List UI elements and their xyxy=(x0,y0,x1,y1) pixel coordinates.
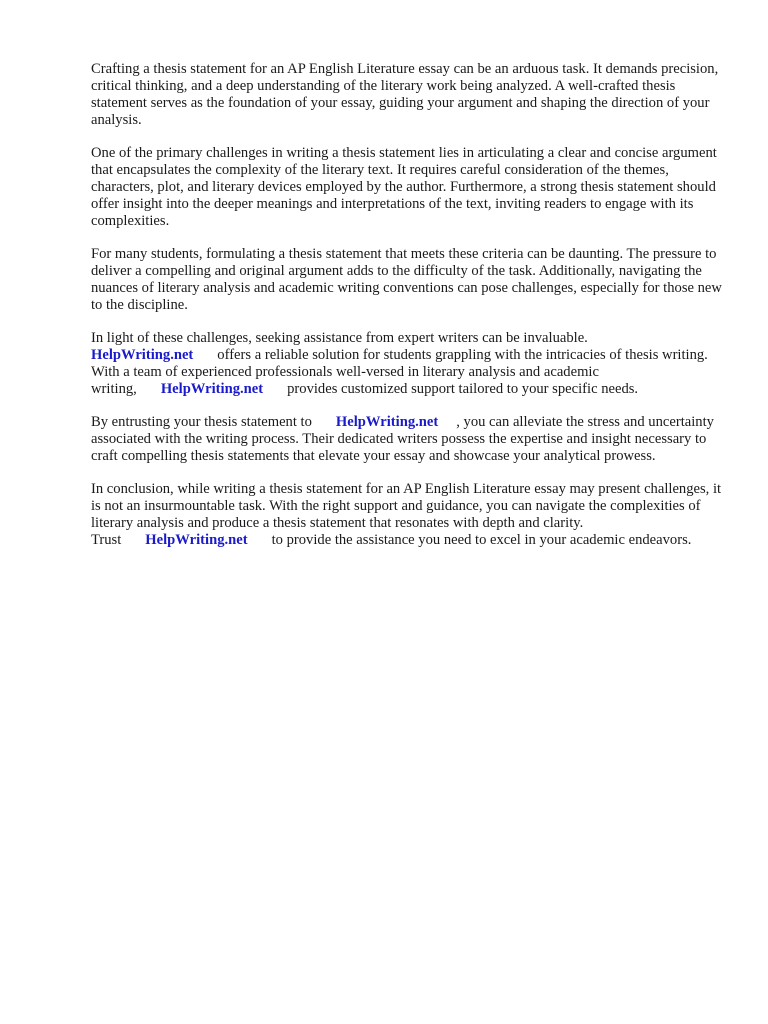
document-body xyxy=(91,61,731,565)
paragraph-entrusting-text-2: , you can alleviate the stress and uncertainty associated with the writing process. Their dedicated writers possess the expertise and insight necessary to craft compelling thesis statements that elevate your essay and showcase your analytical prowess. xyxy=(91,414,714,464)
paragraph-conclusion-text-1: In conclusion, while writing a thesis statement for an AP English Literature essay may present challenges, it is not an insurmountable task. With the right support and guidance, you can navigate the complexities of literary analysis and produce a thesis statement that resonates with depth and clarity. Trust xyxy=(91,481,722,548)
paragraph-conclusion xyxy=(91,481,731,549)
helpwriting-link[interactable]: HelpWriting.net xyxy=(160,381,264,397)
paragraph-intro: Crafting a thesis statement for an AP English Literature essay can be an arduous task. It demands precision, critical thinking, and a deep understanding of the literary work being analyzed. A well-crafted thesis statement serves as the foundation of your essay, guiding your argument and shaping the direction of your analysis. xyxy=(91,61,719,128)
paragraph-assistance-text-2: offers a reliable solution for students grappling with the intricacies of thesis writing. With a team of experienced professionals well-versed in literary analysis and academic writing, xyxy=(91,347,708,397)
paragraph-assistance-text-3: provides customized support tailored to your specific needs. xyxy=(287,381,639,397)
helpwriting-link[interactable]: HelpWriting.net xyxy=(145,532,248,548)
paragraph-conclusion-text-2: to provide the assistance you need to excel in your academic endeavors. xyxy=(271,532,692,548)
paragraph-entrusting xyxy=(91,414,731,465)
paragraph-assistance xyxy=(91,330,731,398)
paragraph-entrusting-text-1: By entrusting your thesis statement to xyxy=(91,414,312,430)
helpwriting-link[interactable]: HelpWriting.net xyxy=(335,414,439,430)
paragraph-students: For many students, formulating a thesis statement that meets these criteria can be daunting. The pressure to deliver a compelling and original argument adds to the difficulty of the task. Additionally, navigating the nuances of literary analysis and academic writing conventions can pose challenges, especially for those new to the discipline. xyxy=(91,246,722,313)
helpwriting-link[interactable]: HelpWriting.net xyxy=(91,347,194,363)
paragraph-assistance-text-1: In light of these challenges, seeking assistance from expert writers can be invaluable. xyxy=(91,330,588,346)
paragraph-challenges: One of the primary challenges in writing a thesis statement lies in articulating a clear and concise argument that encapsulates the complexity of the literary text. It requires careful consideration of the themes, characters, plot, and literary devices employed by the author. Furthermore, a strong thesis statement should offer insight into the deeper meanings and interpretations of the text, inviting readers to engage with its complexities. xyxy=(91,145,717,229)
